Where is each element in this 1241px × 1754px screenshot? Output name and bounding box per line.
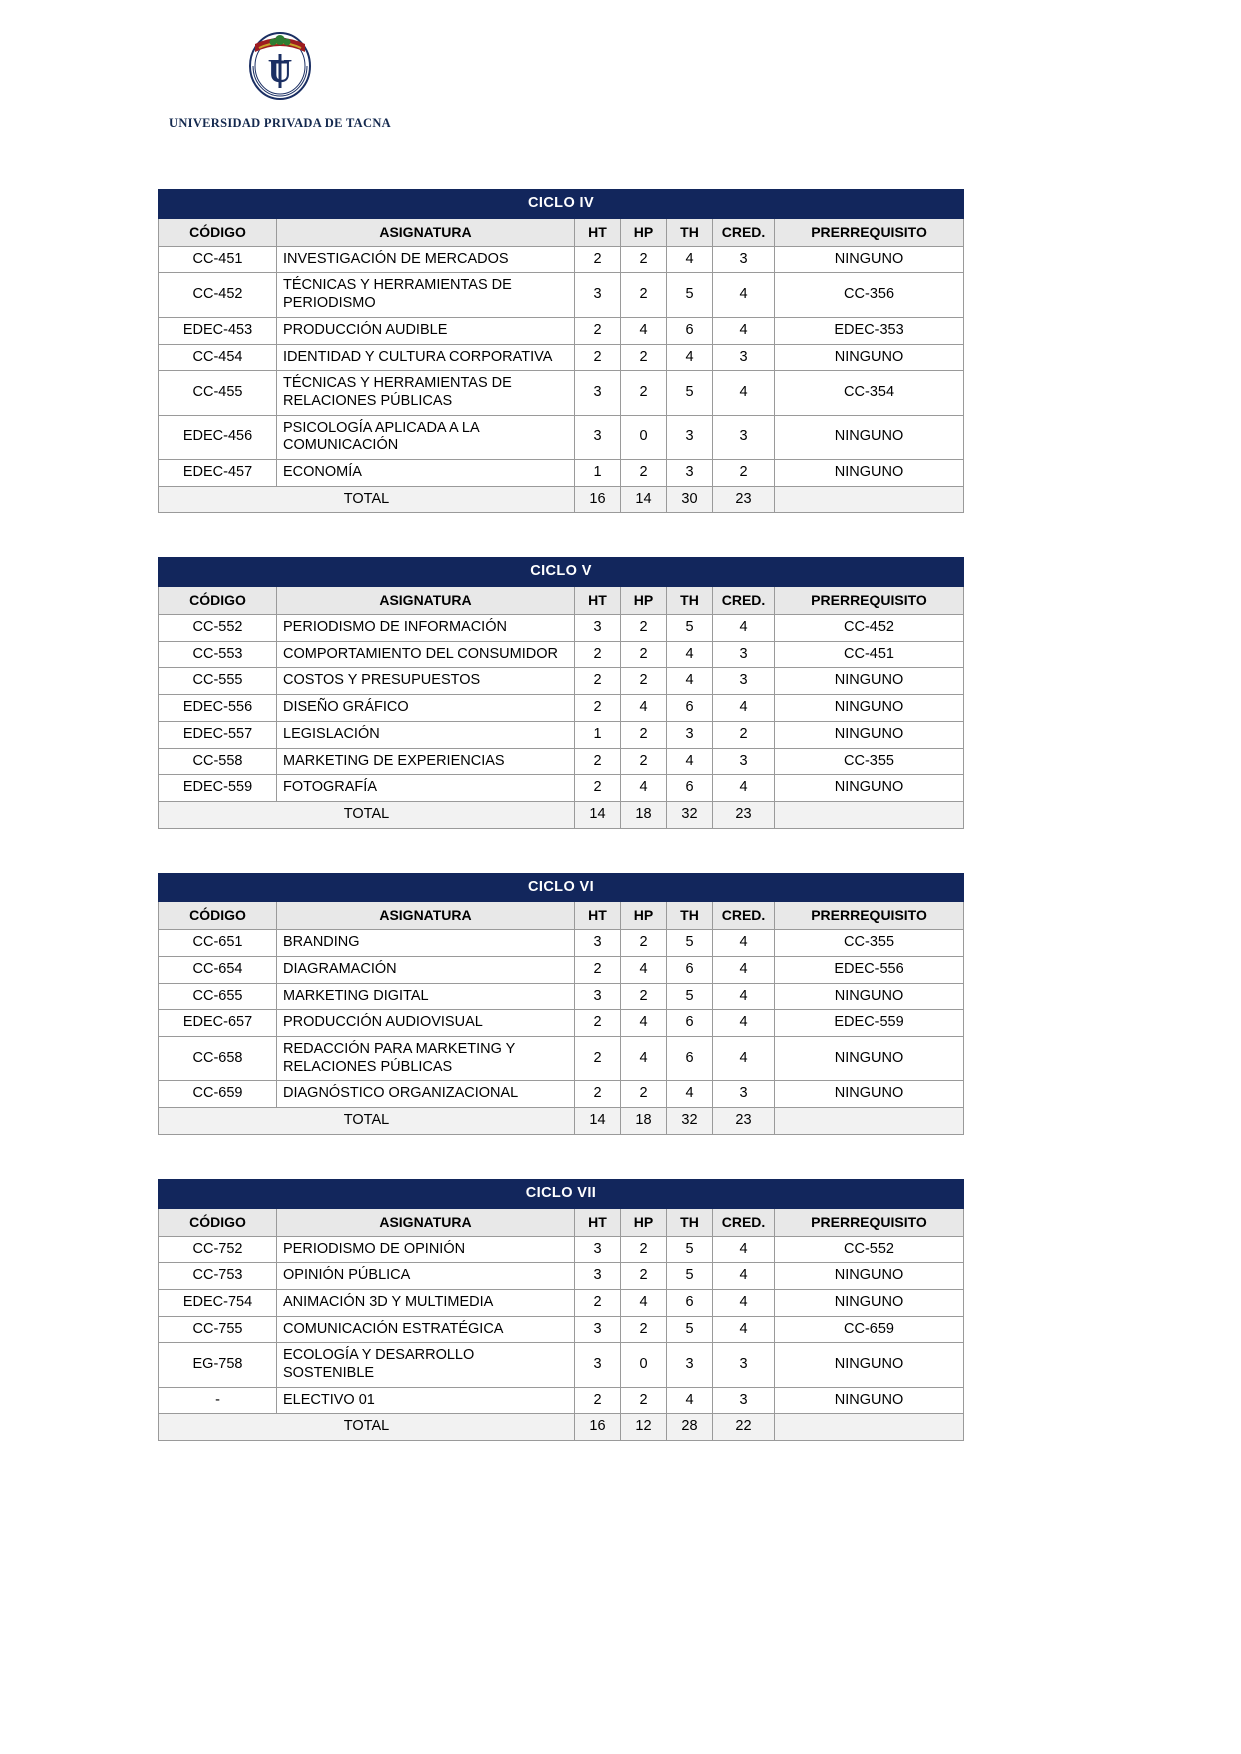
table-row [159, 1316, 964, 1343]
cycle-title: CICLO IV [159, 190, 964, 219]
cell-cred: 4 [713, 1290, 775, 1317]
col-header-hp: HP [621, 218, 667, 246]
cell-name: DISEÑO GRÁFICO [277, 695, 575, 722]
cell-ht: 1 [575, 459, 621, 486]
cell-name: COMUNICACIÓN ESTRATÉGICA [277, 1316, 575, 1343]
total-ht: 16 [575, 1414, 621, 1441]
cell-name: TÉCNICAS Y HERRAMIENTAS DE RELACIONES PÚBLICAS [277, 371, 575, 415]
col-header-prereq: PRERREQUISITO [775, 587, 964, 615]
cell-cred: 4 [713, 317, 775, 344]
table-row [159, 371, 964, 415]
total-hp: 18 [621, 1108, 667, 1135]
document-header [0, 0, 1241, 131]
cell-name: PERIODISMO DE OPINIÓN [277, 1236, 575, 1263]
cell-th: 3 [667, 1343, 713, 1387]
cell-prereq: NINGUNO [775, 415, 964, 459]
cell-prereq: CC-451 [775, 641, 964, 668]
table-row [159, 459, 964, 486]
cycle-table-4 [158, 189, 964, 513]
cell-th: 5 [667, 930, 713, 957]
cell-hp: 2 [621, 983, 667, 1010]
cell-ht: 2 [575, 775, 621, 802]
cell-th: 4 [667, 668, 713, 695]
cell-hp: 4 [621, 957, 667, 984]
cell-th: 5 [667, 1263, 713, 1290]
cell-ht: 2 [575, 1010, 621, 1037]
cell-code: CC-753 [159, 1263, 277, 1290]
column-header-row [159, 902, 964, 930]
cycle-title-row [159, 558, 964, 587]
cell-code: CC-454 [159, 344, 277, 371]
cycle-table-6 [158, 873, 964, 1135]
cell-ht: 2 [575, 957, 621, 984]
col-header-th: TH [667, 587, 713, 615]
col-header-th: TH [667, 902, 713, 930]
cell-cred: 3 [713, 748, 775, 775]
cell-prereq: NINGUNO [775, 344, 964, 371]
cell-code: EDEC-556 [159, 695, 277, 722]
table-row [159, 1290, 964, 1317]
total-row [159, 1414, 964, 1441]
cell-th: 6 [667, 1010, 713, 1037]
cell-cred: 2 [713, 721, 775, 748]
curriculum-tables [0, 131, 1241, 1441]
cycle-title: CICLO VI [159, 873, 964, 902]
cell-th: 6 [667, 317, 713, 344]
total-label: TOTAL [159, 486, 575, 513]
col-header-hp: HP [621, 1208, 667, 1236]
total-th: 32 [667, 801, 713, 828]
cycle-title-row [159, 1179, 964, 1208]
cell-prereq: CC-659 [775, 1316, 964, 1343]
cell-prereq: NINGUNO [775, 1290, 964, 1317]
cycle-table-7 [158, 1179, 964, 1441]
cell-code: - [159, 1387, 277, 1414]
cell-th: 3 [667, 415, 713, 459]
cell-name: LEGISLACIÓN [277, 721, 575, 748]
cell-hp: 4 [621, 1037, 667, 1081]
cell-hp: 4 [621, 775, 667, 802]
cell-cred: 4 [713, 1236, 775, 1263]
col-header-hp: HP [621, 587, 667, 615]
total-label: TOTAL [159, 801, 575, 828]
total-cred: 23 [713, 1108, 775, 1135]
cell-prereq: EDEC-353 [775, 317, 964, 344]
cell-cred: 3 [713, 1387, 775, 1414]
cell-th: 5 [667, 1236, 713, 1263]
cell-name: BRANDING [277, 930, 575, 957]
cell-hp: 4 [621, 1290, 667, 1317]
cell-code: CC-555 [159, 668, 277, 695]
cell-prereq: EDEC-556 [775, 957, 964, 984]
cell-name: TÉCNICAS Y HERRAMIENTAS DE PERIODISMO [277, 273, 575, 317]
cell-prereq: NINGUNO [775, 983, 964, 1010]
cell-code: EDEC-456 [159, 415, 277, 459]
cell-ht: 2 [575, 1290, 621, 1317]
cell-ht: 3 [575, 415, 621, 459]
cell-th: 6 [667, 775, 713, 802]
cell-cred: 3 [713, 641, 775, 668]
cell-cred: 4 [713, 1010, 775, 1037]
total-label: TOTAL [159, 1108, 575, 1135]
table-row [159, 1263, 964, 1290]
cell-name: PRODUCCIÓN AUDIBLE [277, 317, 575, 344]
cell-th: 3 [667, 459, 713, 486]
col-header-cred: CRED. [713, 218, 775, 246]
cell-code: CC-553 [159, 641, 277, 668]
cell-code: CC-455 [159, 371, 277, 415]
cell-cred: 4 [713, 775, 775, 802]
cell-code: CC-651 [159, 930, 277, 957]
cell-ht: 3 [575, 371, 621, 415]
cell-ht: 3 [575, 1263, 621, 1290]
cell-ht: 1 [575, 721, 621, 748]
cell-cred: 2 [713, 459, 775, 486]
cell-ht: 3 [575, 983, 621, 1010]
cell-prereq: NINGUNO [775, 668, 964, 695]
col-header-name: ASIGNATURA [277, 218, 575, 246]
cell-hp: 2 [621, 1263, 667, 1290]
cell-code: CC-552 [159, 615, 277, 642]
table-row [159, 1387, 964, 1414]
cell-th: 4 [667, 641, 713, 668]
cell-name: FOTOGRAFÍA [277, 775, 575, 802]
cell-code: EG-758 [159, 1343, 277, 1387]
cell-ht: 3 [575, 1236, 621, 1263]
col-header-code: CÓDIGO [159, 587, 277, 615]
cell-cred: 4 [713, 1263, 775, 1290]
cell-hp: 2 [621, 273, 667, 317]
col-header-ht: HT [575, 218, 621, 246]
cell-th: 5 [667, 371, 713, 415]
cell-hp: 2 [621, 1081, 667, 1108]
col-header-th: TH [667, 218, 713, 246]
cell-ht: 3 [575, 1343, 621, 1387]
cell-name: REDACCIÓN PARA MARKETING Y RELACIONES PÚBLICAS [277, 1037, 575, 1081]
cell-cred: 3 [713, 344, 775, 371]
cell-hp: 0 [621, 1343, 667, 1387]
cell-name: ANIMACIÓN 3D Y MULTIMEDIA [277, 1290, 575, 1317]
column-header-row [159, 1208, 964, 1236]
cell-prereq: NINGUNO [775, 246, 964, 273]
cycle-table-5 [158, 557, 964, 828]
cell-cred: 4 [713, 1316, 775, 1343]
cycle-title: CICLO V [159, 558, 964, 587]
col-header-name: ASIGNATURA [277, 902, 575, 930]
cell-name: PSICOLOGÍA APLICADA A LA COMUNICACIÓN [277, 415, 575, 459]
cell-hp: 4 [621, 1010, 667, 1037]
cell-code: CC-755 [159, 1316, 277, 1343]
table-row [159, 983, 964, 1010]
cell-name: OPINIÓN PÚBLICA [277, 1263, 575, 1290]
cell-prereq: CC-452 [775, 615, 964, 642]
col-header-code: CÓDIGO [159, 902, 277, 930]
cell-ht: 2 [575, 668, 621, 695]
cell-prereq: EDEC-559 [775, 1010, 964, 1037]
table-row [159, 344, 964, 371]
cell-name: MARKETING DIGITAL [277, 983, 575, 1010]
col-header-cred: CRED. [713, 1208, 775, 1236]
table-row [159, 1037, 964, 1081]
column-header-row [159, 587, 964, 615]
cell-th: 4 [667, 1387, 713, 1414]
cell-ht: 2 [575, 641, 621, 668]
cell-cred: 3 [713, 415, 775, 459]
col-header-cred: CRED. [713, 587, 775, 615]
university-crest-icon [237, 22, 323, 108]
col-header-name: ASIGNATURA [277, 1208, 575, 1236]
university-name: UNIVERSIDAD PRIVADA DE TACNA [169, 116, 391, 130]
cell-th: 6 [667, 1290, 713, 1317]
cell-prereq: NINGUNO [775, 1343, 964, 1387]
cell-prereq: NINGUNO [775, 721, 964, 748]
cell-cred: 4 [713, 983, 775, 1010]
cell-th: 5 [667, 273, 713, 317]
cell-th: 6 [667, 1037, 713, 1081]
cell-prereq: NINGUNO [775, 459, 964, 486]
cell-ht: 2 [575, 246, 621, 273]
cell-cred: 3 [713, 668, 775, 695]
cell-th: 6 [667, 957, 713, 984]
table-row [159, 748, 964, 775]
cell-hp: 2 [621, 371, 667, 415]
total-empty [775, 1108, 964, 1135]
cell-code: CC-558 [159, 748, 277, 775]
total-empty [775, 801, 964, 828]
col-header-hp: HP [621, 902, 667, 930]
cell-ht: 2 [575, 695, 621, 722]
cell-name: COMPORTAMIENTO DEL CONSUMIDOR [277, 641, 575, 668]
cell-hp: 2 [621, 641, 667, 668]
cell-name: DIAGNÓSTICO ORGANIZACIONAL [277, 1081, 575, 1108]
col-header-cred: CRED. [713, 902, 775, 930]
cycle-title-row [159, 190, 964, 219]
cell-ht: 3 [575, 615, 621, 642]
table-row [159, 1081, 964, 1108]
cell-hp: 4 [621, 317, 667, 344]
total-th: 30 [667, 486, 713, 513]
cell-ht: 2 [575, 344, 621, 371]
cell-code: EDEC-453 [159, 317, 277, 344]
cell-code: EDEC-457 [159, 459, 277, 486]
cell-prereq: CC-356 [775, 273, 964, 317]
cell-hp: 2 [621, 930, 667, 957]
cell-th: 3 [667, 721, 713, 748]
total-empty [775, 486, 964, 513]
cycle-title: CICLO VII [159, 1179, 964, 1208]
cell-cred: 3 [713, 246, 775, 273]
cell-prereq: NINGUNO [775, 775, 964, 802]
cell-th: 4 [667, 1081, 713, 1108]
cell-code: EDEC-559 [159, 775, 277, 802]
cell-cred: 4 [713, 695, 775, 722]
table-row [159, 721, 964, 748]
table-row [159, 273, 964, 317]
total-cred: 23 [713, 486, 775, 513]
col-header-ht: HT [575, 902, 621, 930]
cell-code: CC-654 [159, 957, 277, 984]
col-header-th: TH [667, 1208, 713, 1236]
cell-ht: 2 [575, 317, 621, 344]
cell-cred: 4 [713, 1037, 775, 1081]
cell-code: CC-658 [159, 1037, 277, 1081]
cell-hp: 2 [621, 748, 667, 775]
cell-prereq: CC-355 [775, 748, 964, 775]
cell-th: 6 [667, 695, 713, 722]
cell-ht: 2 [575, 748, 621, 775]
cell-code: EDEC-557 [159, 721, 277, 748]
cell-th: 4 [667, 344, 713, 371]
total-row [159, 1108, 964, 1135]
table-row [159, 957, 964, 984]
cell-cred: 4 [713, 273, 775, 317]
cell-th: 5 [667, 615, 713, 642]
cell-name: COSTOS Y PRESUPUESTOS [277, 668, 575, 695]
cell-hp: 2 [621, 459, 667, 486]
cell-hp: 2 [621, 668, 667, 695]
cell-name: ELECTIVO 01 [277, 1387, 575, 1414]
cell-ht: 3 [575, 930, 621, 957]
logo-block [160, 22, 400, 131]
cell-prereq: NINGUNO [775, 1037, 964, 1081]
cell-name: MARKETING DE EXPERIENCIAS [277, 748, 575, 775]
table-row [159, 641, 964, 668]
cell-ht: 2 [575, 1387, 621, 1414]
total-label: TOTAL [159, 1414, 575, 1441]
table-row [159, 1236, 964, 1263]
cell-code: CC-451 [159, 246, 277, 273]
cell-hp: 2 [621, 1387, 667, 1414]
total-ht: 14 [575, 1108, 621, 1135]
cell-prereq: NINGUNO [775, 1387, 964, 1414]
cell-th: 5 [667, 983, 713, 1010]
cell-code: EDEC-657 [159, 1010, 277, 1037]
table-row [159, 695, 964, 722]
total-empty [775, 1414, 964, 1441]
cell-prereq: CC-355 [775, 930, 964, 957]
cell-hp: 2 [621, 721, 667, 748]
table-row [159, 415, 964, 459]
cell-hp: 2 [621, 1316, 667, 1343]
cell-prereq: NINGUNO [775, 1081, 964, 1108]
cell-cred: 3 [713, 1343, 775, 1387]
total-ht: 16 [575, 486, 621, 513]
cell-prereq: CC-354 [775, 371, 964, 415]
total-hp: 12 [621, 1414, 667, 1441]
col-header-prereq: PRERREQUISITO [775, 902, 964, 930]
cell-ht: 2 [575, 1037, 621, 1081]
cell-ht: 3 [575, 1316, 621, 1343]
cell-name: DIAGRAMACIÓN [277, 957, 575, 984]
total-row [159, 486, 964, 513]
table-row [159, 668, 964, 695]
col-header-ht: HT [575, 587, 621, 615]
total-cred: 23 [713, 801, 775, 828]
total-th: 28 [667, 1414, 713, 1441]
cell-code: CC-752 [159, 1236, 277, 1263]
cell-code: EDEC-754 [159, 1290, 277, 1317]
cell-cred: 4 [713, 930, 775, 957]
col-header-name: ASIGNATURA [277, 587, 575, 615]
cell-hp: 2 [621, 1236, 667, 1263]
cell-name: PERIODISMO DE INFORMACIÓN [277, 615, 575, 642]
cell-hp: 2 [621, 344, 667, 371]
total-hp: 14 [621, 486, 667, 513]
column-header-row [159, 218, 964, 246]
cell-hp: 2 [621, 615, 667, 642]
col-header-prereq: PRERREQUISITO [775, 1208, 964, 1236]
table-row [159, 775, 964, 802]
cell-name: ECOLOGÍA Y DESARROLLO SOSTENIBLE [277, 1343, 575, 1387]
cell-ht: 3 [575, 273, 621, 317]
cell-code: CC-655 [159, 983, 277, 1010]
cell-th: 4 [667, 246, 713, 273]
cell-cred: 4 [713, 615, 775, 642]
cell-th: 5 [667, 1316, 713, 1343]
cell-prereq: NINGUNO [775, 1263, 964, 1290]
cell-th: 4 [667, 748, 713, 775]
col-header-code: CÓDIGO [159, 218, 277, 246]
cell-code: CC-659 [159, 1081, 277, 1108]
cycle-title-row [159, 873, 964, 902]
cell-name: INVESTIGACIÓN DE MERCADOS [277, 246, 575, 273]
cell-prereq: NINGUNO [775, 695, 964, 722]
cell-name: IDENTIDAD Y CULTURA CORPORATIVA [277, 344, 575, 371]
total-cred: 22 [713, 1414, 775, 1441]
table-row [159, 615, 964, 642]
svg-text:U: U [267, 53, 293, 90]
table-row [159, 1343, 964, 1387]
col-header-ht: HT [575, 1208, 621, 1236]
table-row [159, 246, 964, 273]
cell-cred: 4 [713, 371, 775, 415]
table-row [159, 317, 964, 344]
table-row [159, 1010, 964, 1037]
col-header-prereq: PRERREQUISITO [775, 218, 964, 246]
cell-cred: 3 [713, 1081, 775, 1108]
cell-prereq: CC-552 [775, 1236, 964, 1263]
cell-code: CC-452 [159, 273, 277, 317]
total-th: 32 [667, 1108, 713, 1135]
col-header-code: CÓDIGO [159, 1208, 277, 1236]
total-ht: 14 [575, 801, 621, 828]
cell-hp: 2 [621, 246, 667, 273]
cell-ht: 2 [575, 1081, 621, 1108]
total-row [159, 801, 964, 828]
total-hp: 18 [621, 801, 667, 828]
cell-hp: 4 [621, 695, 667, 722]
cell-hp: 0 [621, 415, 667, 459]
cell-name: ECONOMÍA [277, 459, 575, 486]
cell-cred: 4 [713, 957, 775, 984]
table-row [159, 930, 964, 957]
cell-name: PRODUCCIÓN AUDIOVISUAL [277, 1010, 575, 1037]
